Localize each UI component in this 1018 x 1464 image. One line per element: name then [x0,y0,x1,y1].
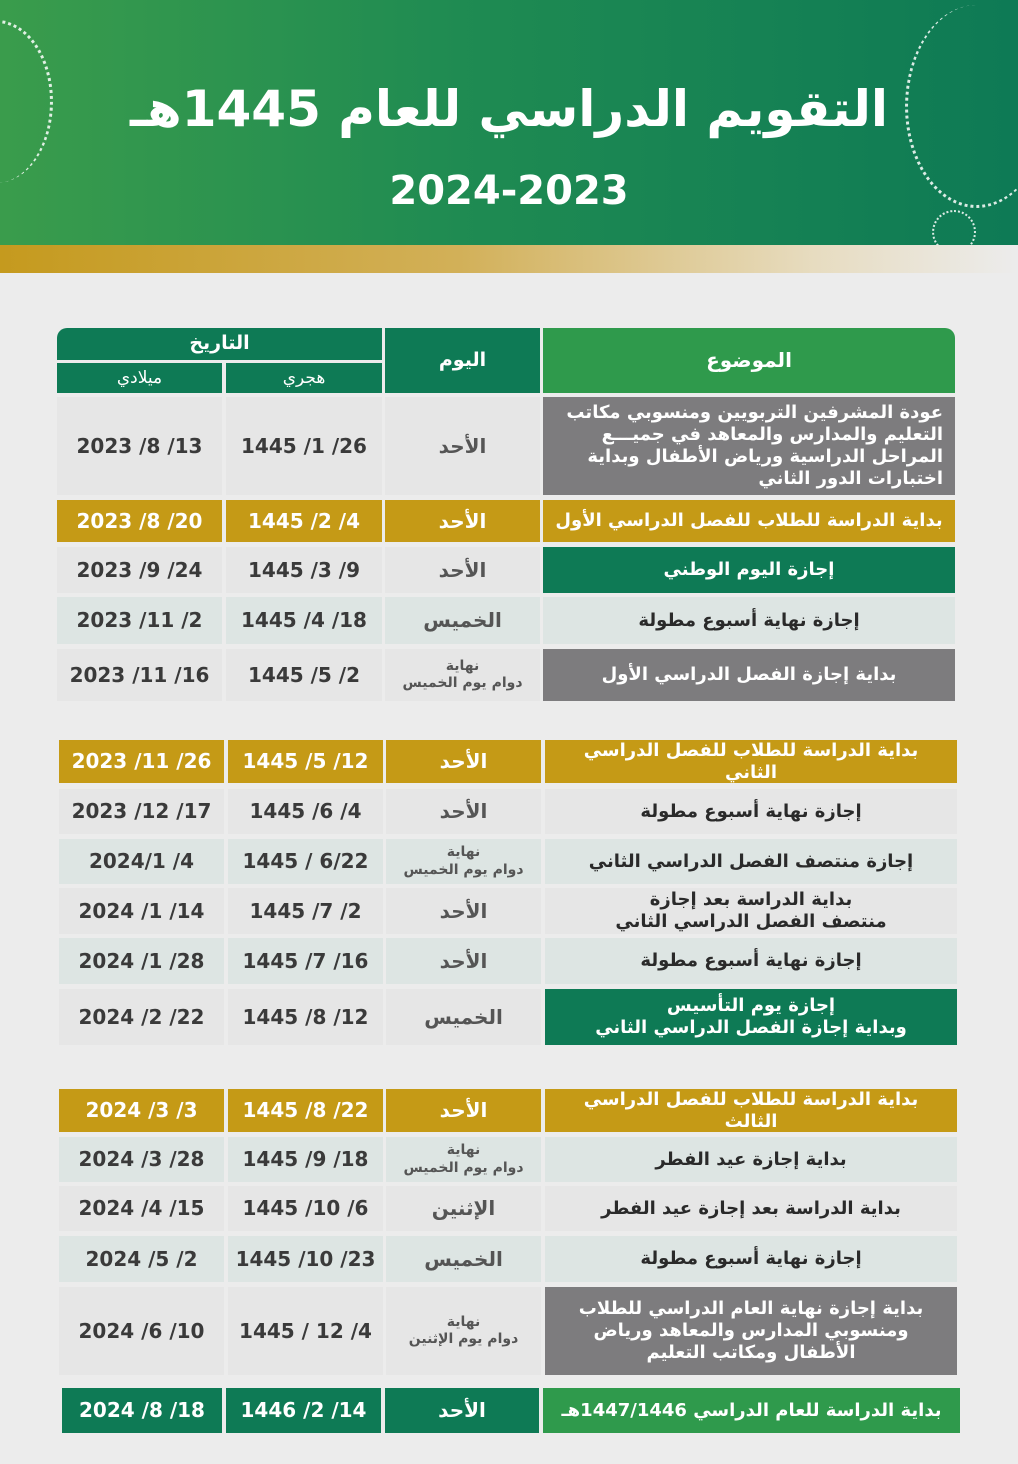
row-subject: إجازة نهاية أسبوع مطولة [543,597,955,644]
row-hijri: 1446 /2 /14 [226,1388,381,1433]
row-gregorian: 2024 /5 /2 [59,1236,224,1282]
row-subject: بداية إجازة عيد الفطر [545,1137,957,1182]
row-gregorian: 2023 /12 /17 [59,789,224,834]
row-hijri: 1445 /2 /4 [226,500,382,542]
row-day: الأحد [386,1089,541,1132]
row-day: الخميس [386,989,541,1045]
page-title: التقويم الدراسي للعام 1445هـ [129,80,889,138]
row-hijri: 1445 /10 /6 [228,1186,383,1231]
row-gregorian: 2023 /9 /24 [57,547,222,593]
row-gregorian: 2024 /6 /10 [59,1287,224,1375]
row-day: الأحد [386,789,541,834]
row-hijri: 1445 /7 /16 [228,938,383,984]
row-gregorian: 2024 /8 /18 [62,1388,222,1433]
row-gregorian: 2024 /3 /28 [59,1137,224,1182]
row-hijri: 1445 /5 /2 [226,649,382,701]
header-subject: الموضوع [543,328,955,393]
row-hijri: 1445 / 6/22 [228,839,383,884]
row-gregorian: 2024 /4 /15 [59,1186,224,1231]
row-day: نهاية دوام يوم الإثنين [386,1287,541,1375]
row-day: نهاية دوام يوم الخميس [386,1137,541,1182]
row-gregorian: 2024 /2 /22 [59,989,224,1045]
row-gregorian: 2023 /11 /26 [59,740,224,783]
row-subject: بداية الدراسة بعد إجازة عيد الفطر [545,1186,957,1231]
row-hijri: 1445 /6 /4 [228,789,383,834]
row-day: الأحد [385,1388,539,1433]
row-subject: بداية إجازة الفصل الدراسي الأول [543,649,955,701]
row-gregorian: 2024 /1 /14 [59,888,224,934]
row-hijri: 1445 /8 /22 [228,1089,383,1132]
row-gregorian: 2024 /3 /3 [59,1089,224,1132]
row-subject: إجازة نهاية أسبوع مطولة [545,1236,957,1282]
row-day: نهاية دوام يوم الخميس [386,839,541,884]
gold-strip [0,245,1018,273]
header-gregorian: ميلادي [57,363,222,393]
row-gregorian: 2024/1 /4 [59,839,224,884]
row-subject: بداية الدراسة للطلاب للفصل الدراسي الثاني [545,740,957,783]
row-hijri: 1445 / 12 /4 [228,1287,383,1375]
row-subject: إجازة منتصف الفصل الدراسي الثاني [545,839,957,884]
row-day: الخميس [386,1236,541,1282]
row-hijri: 1445 /7 /2 [228,888,383,934]
row-subject: إجازة اليوم الوطني [543,547,955,593]
row-subject: بداية الدراسة للطلاب للفصل الدراسي الثالث [545,1089,957,1132]
row-hijri: 1445 /8 /12 [228,989,383,1045]
row-hijri: 1445 /10 /23 [228,1236,383,1282]
row-day: الأحد [385,397,540,495]
row-hijri: 1445 /5 /12 [228,740,383,783]
page-subtitle-years: 2024-2023 [389,168,629,214]
row-day: الأحد [386,740,541,783]
row-gregorian: 2023 /8 /13 [57,397,222,495]
row-subject: بداية الدراسة للطلاب للفصل الدراسي الأول [543,500,955,542]
row-day: الخميس [385,597,540,644]
row-day: الإثنين [386,1186,541,1231]
header-hijri: هجري [226,363,382,393]
row-hijri: 1445 /4 /18 [226,597,382,644]
row-day: الأحد [386,888,541,934]
row-gregorian: 2023 /11 /16 [57,649,222,701]
row-subject: إجازة يوم التأسيس وبداية إجازة الفصل الدراسي الثاني [545,989,957,1045]
row-day: الأحد [385,500,540,542]
row-hijri: 1445 /3 /9 [226,547,382,593]
row-subject: بداية الدراسة للعام الدراسي 1447/1446هـ [543,1388,960,1433]
row-day: نهاية دوام يوم الخميس [385,649,540,701]
row-gregorian: 2023 /8 /20 [57,500,222,542]
row-hijri: 1445 /9 /18 [228,1137,383,1182]
row-gregorian: 2024 /1 /28 [59,938,224,984]
header-day: اليوم [385,328,540,393]
row-subject: إجازة نهاية أسبوع مطولة [545,789,957,834]
header-date: التاريخ [57,328,382,360]
row-subject: إجازة نهاية أسبوع مطولة [545,938,957,984]
row-subject: بداية إجازة نهاية العام الدراسي للطلاب ومنسوبي المدارس والمعاهد ورياض الأطفال ومكاتب التعليم [545,1287,957,1375]
row-day: الأحد [385,547,540,593]
row-subject: بداية الدراسة بعد إجازة منتصف الفصل الدراسي الثاني [545,888,957,934]
row-gregorian: 2023 /11 /2 [57,597,222,644]
row-hijri: 1445 /1 /26 [226,397,382,495]
row-subject: عودة المشرفين التربويين ومنسوبي مكاتب التعليم والمدارس والمعاهد في جميـــع المراحل الدراسية ورياض الأطفال وبداية اختبارات الدور الثاني [543,397,955,495]
row-day: الأحد [386,938,541,984]
